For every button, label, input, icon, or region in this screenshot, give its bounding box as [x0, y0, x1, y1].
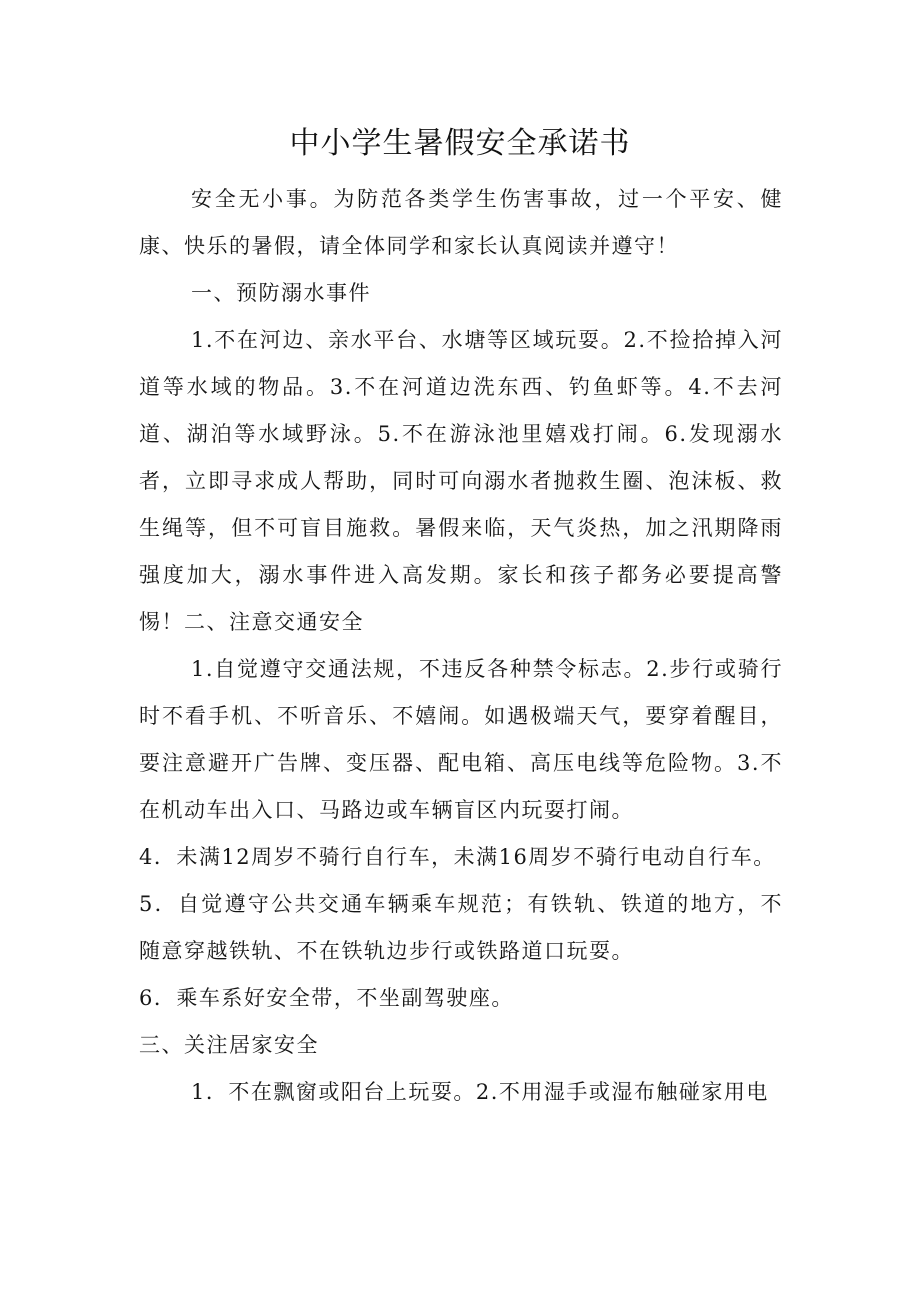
section-heading-home: 三、关注居家安全 [139, 1033, 319, 1057]
traffic-rule-5: 5．自觉遵守公共交通车辆乘车规范；有铁轨、铁道的地方，不随意穿越铁轨、不在铁轨边步行或铁路道口玩耍。 [139, 892, 783, 963]
home-rules-paragraph: 1．不在飘窗或阳台上玩耍。2.不用湿手或湿布触碰家用电 [191, 1080, 769, 1104]
traffic-rule-4: 4．未满12周岁不骑行自行车，未满16周岁不骑行电动自行车。 [139, 845, 776, 869]
document-body [139, 176, 783, 1116]
drowning-rules-paragraph: 1.不在河边、亲水平台、水塘等区域玩耍。2.不捡拾掉入河道等水域的物品。3.不在河道边洗东西、钓鱼虾等。4.不去河道、湖泊等水域野泳。5.不在游泳池里嬉戏打闹。6.发现溺水者，立即寻求成人帮助，同时可向溺水者抛救生圈、泡沫板、救生绳等，但不可盲目施救。暑假来临，天气炎热，加之汛期降雨强度加大，溺水事件进入高发期。家长和孩子都务必要提高警惕！二、注意交通安全 [139, 328, 783, 634]
traffic-rule-6: 6．乘车系好安全带，不坐副驾驶座。 [139, 986, 514, 1010]
document-title: 中小学生暑假安全承诺书 [289, 126, 631, 161]
intro-paragraph: 安全无小事。为防范各类学生伤害事故，过一个平安、健康、快乐的暑假，请全体同学和家长认真阅读并遵守！ [139, 187, 783, 258]
section-heading-drowning: 一、预防溺水事件 [191, 281, 371, 305]
traffic-rules-paragraph: 1.自觉遵守交通法规，不违反各种禁令标志。2.步行或骑行时不看手机、不听音乐、不嬉闹。如遇极端天气，要穿着醒目，要注意避开广告牌、变压器、配电箱、高压电线等危险物。3.不在机动车出入口、马路边或车辆盲区内玩耍打闹。 [139, 657, 783, 822]
